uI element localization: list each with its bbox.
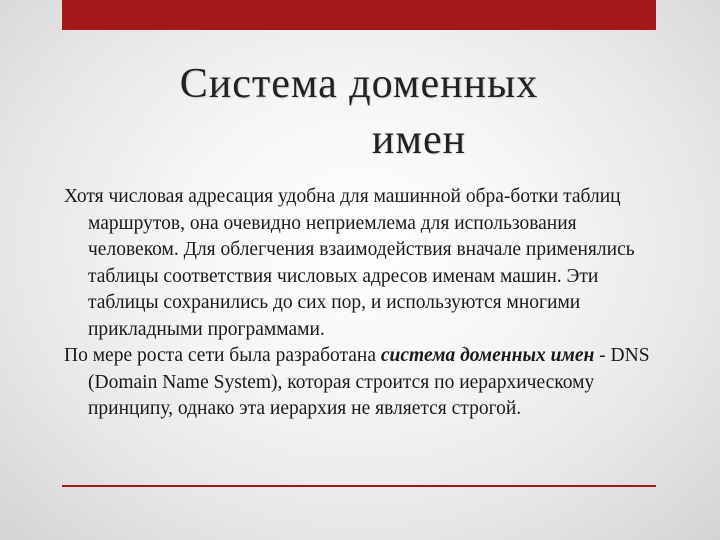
paragraph-2-emphasis: система доменных имен [380,345,595,366]
slide-title [62,56,656,168]
paragraph-2-intro: По мере роста сети была разработана [64,345,381,366]
paragraph-2-rest: - DNS (Domain Name System), которая строится по иерархическому принципу, однако эта иерархия не является строгой. [88,345,650,419]
slide-title-line-2: имен [371,117,467,163]
paragraph-2 [64,343,664,423]
top-accent-bar [62,0,656,30]
slide-body [64,184,664,423]
bottom-divider [62,485,656,487]
paragraph-1: Хотя числовая адресация удобна для машинной обра-ботки таблиц маршрутов, она очевидно неприемлема для использования человеком. Для облегчения взаимодействия вначале применялись таблицы соответствия числовых адресов именам машин. Эти таблицы сохранились до сих пор, и используются многими прикладными программами. [64,186,635,340]
slide-title-line-1: Система доменных [179,61,539,107]
